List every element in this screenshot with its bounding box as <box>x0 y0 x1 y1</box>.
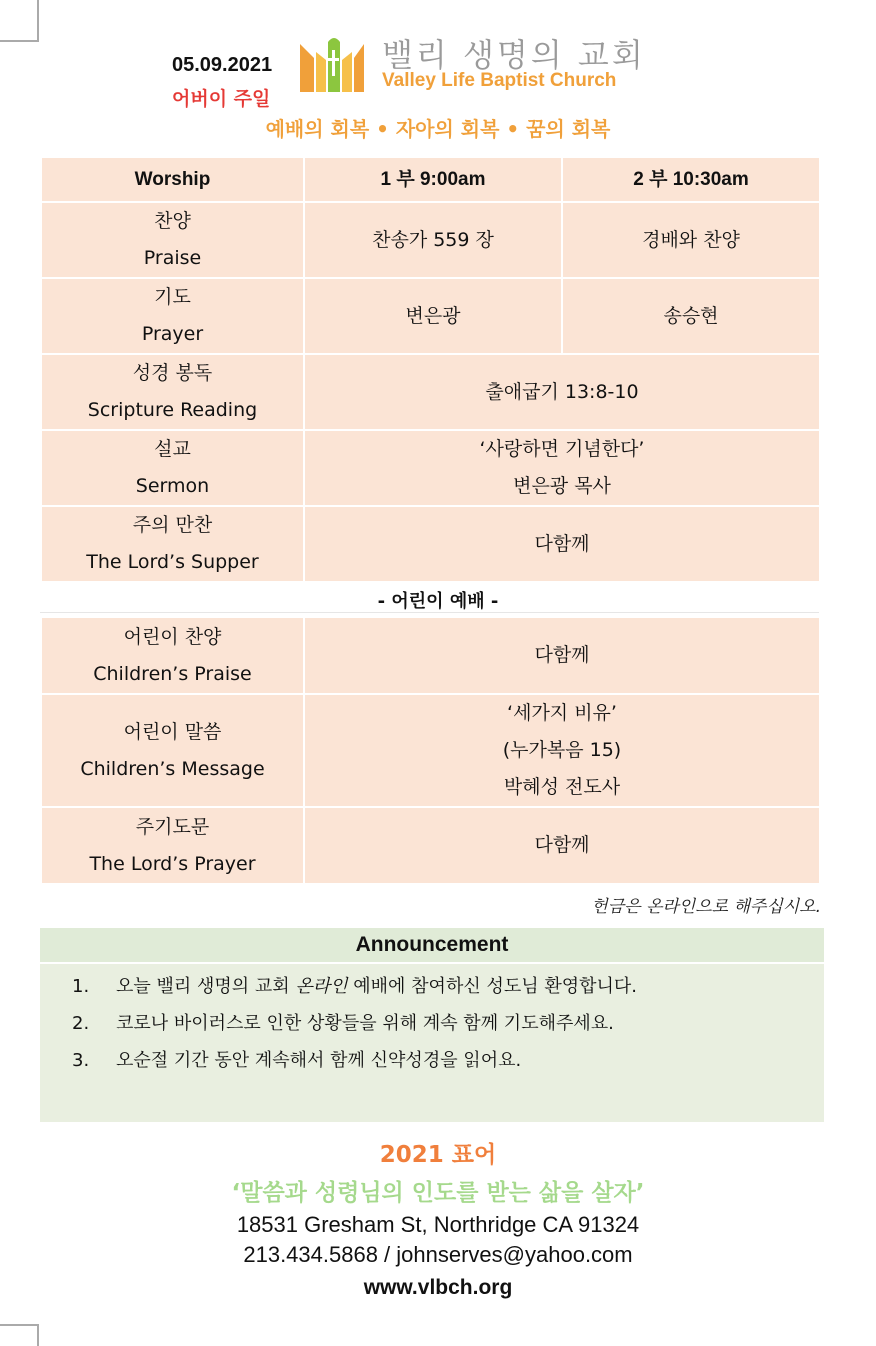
item-number: 1. <box>72 976 90 997</box>
row-label <box>41 617 304 694</box>
row-label <box>41 430 304 506</box>
second-service-cell: 송승현 <box>562 278 820 354</box>
table-row <box>41 202 820 278</box>
label-korean: 성경 봉독 <box>132 362 213 384</box>
label-korean: 어린이 찬양 <box>123 625 222 648</box>
column-header-worship: Worship <box>41 157 304 202</box>
label-korean: 주기도문 <box>135 815 210 838</box>
item-text-end: 예배에 참여하신 성도님 환영합니다. <box>347 976 637 997</box>
label-korean: 주의 만찬 <box>132 514 213 536</box>
row-label <box>41 278 304 354</box>
message-reference: (누가복음 15) <box>502 739 622 761</box>
list-item <box>40 968 824 1005</box>
message-speaker: 박혜성 전도사 <box>503 776 621 798</box>
table-row <box>41 617 820 694</box>
children-table <box>40 616 821 885</box>
row-label <box>41 694 304 807</box>
row-label <box>41 807 304 884</box>
label-english: Prayer <box>141 323 204 345</box>
church-name-english: Valley Life Baptist Church <box>382 70 617 91</box>
row-label <box>41 202 304 278</box>
first-service-cell: 찬송가 559 장 <box>304 202 562 278</box>
row-label <box>41 354 304 430</box>
sermon-cell <box>304 430 820 506</box>
children-message-cell <box>304 694 820 807</box>
corner-mark-bottom <box>0 1324 39 1346</box>
church-address: 18531 Gresham St, Northridge CA 91324 <box>236 1212 640 1237</box>
first-service-cell: 변은광 <box>304 278 562 354</box>
item-text: 오순절 기간 동안 계속해서 함께 신약성경을 읽어요. <box>116 1050 522 1071</box>
worship-table <box>40 156 821 583</box>
church-logo-icon <box>298 34 366 94</box>
sunday-name: 어버이 주일 <box>172 88 271 110</box>
divider <box>40 612 819 613</box>
label-korean: 기도 <box>154 286 191 308</box>
row-label <box>41 506 304 582</box>
label-english: The Lord’s Prayer <box>89 852 256 875</box>
item-number: 3. <box>72 1050 90 1071</box>
announcement-box <box>40 928 824 1122</box>
column-header-second-service: 2 부 10:30am <box>562 157 820 202</box>
message-title: ‘세가지 비유’ <box>507 702 617 724</box>
table-row <box>41 430 820 506</box>
sermon-preacher: 변은광 목사 <box>513 475 611 497</box>
bulletin-date: 05.09.2021 <box>172 54 273 76</box>
corner-mark-top <box>0 0 39 42</box>
children-cell: 다함께 <box>304 807 820 884</box>
second-service-cell: 경배와 찬양 <box>562 202 820 278</box>
item-text: 코로나 바이러스로 인한 상황들을 위해 계속 함께 기도해주세요. <box>116 1013 614 1034</box>
column-header-first-service: 1 부 9:00am <box>304 157 562 202</box>
table-row <box>41 506 820 582</box>
table-row <box>41 354 820 430</box>
children-cell: 다함께 <box>304 617 820 694</box>
label-english: Scripture Reading <box>87 399 258 421</box>
church-name-korean: 밸리 생명의 교회 <box>382 36 646 74</box>
table-row <box>41 807 820 884</box>
item-number: 2. <box>72 1013 90 1034</box>
label-korean: 설교 <box>154 438 191 460</box>
year-theme-title: 2021 표어 <box>379 1142 497 1168</box>
item-text <box>116 968 637 1005</box>
worship-header-row <box>41 157 820 202</box>
year-theme-verse: ‘말씀과 성령님의 인도를 받는 삶을 살자’ <box>231 1180 645 1206</box>
church-motto: 예배의 회복 • 자아의 회복 • 꿈의 회복 <box>265 117 611 141</box>
label-english: Sermon <box>135 475 210 497</box>
label-english: The Lord’s Supper <box>86 551 259 573</box>
announcement-title: Announcement <box>40 928 824 964</box>
sermon-title: ‘사랑하면 기념한다’ <box>479 438 645 460</box>
item-text-start: 오늘 밸리 생명의 교회 <box>116 976 296 997</box>
label-korean: 어린이 말씀 <box>123 720 222 743</box>
list-item <box>40 1042 824 1079</box>
both-services-cell: 출애굽기 13:8-10 <box>304 354 820 430</box>
label-korean: 찬양 <box>154 210 191 232</box>
label-english: Children’s Message <box>80 757 265 780</box>
both-services-cell: 다함께 <box>304 506 820 582</box>
item-text-emphasis: 온라인 <box>295 976 348 997</box>
children-worship-title: - 어린이 예배 - <box>377 591 499 612</box>
table-row <box>41 694 820 807</box>
label-english: Praise <box>143 247 202 269</box>
church-contact: 213.434.5868 / johnserves@yahoo.com <box>243 1242 633 1267</box>
label-english: Children’s Praise <box>93 662 252 685</box>
offering-note: 헌금은 온라인으로 해주십시오. <box>591 897 821 917</box>
list-item <box>40 1005 824 1042</box>
church-website[interactable]: www.vlbch.org <box>363 1276 513 1299</box>
table-row <box>41 278 820 354</box>
